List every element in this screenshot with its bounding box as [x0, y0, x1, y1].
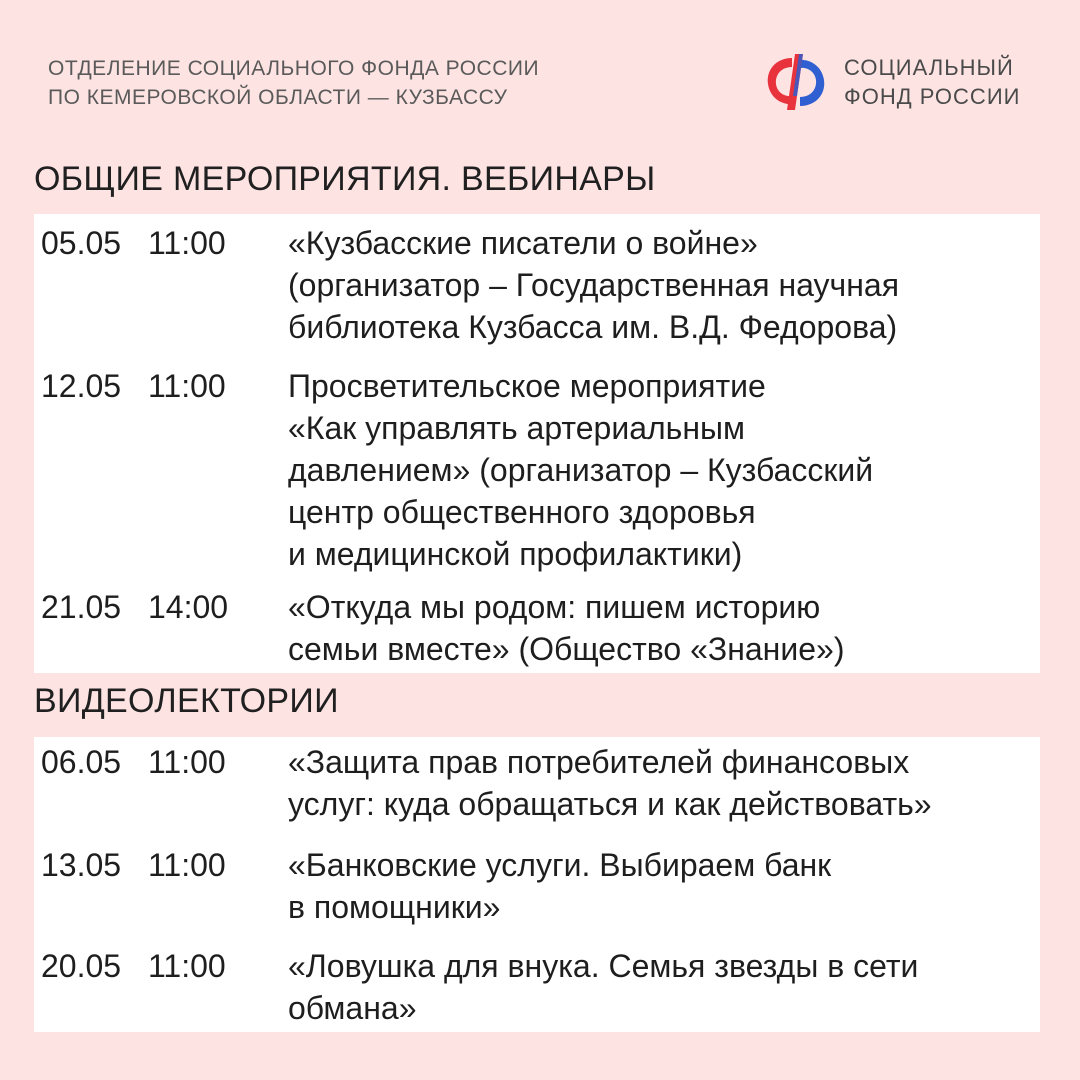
- brand-name-line-1: СОЦИАЛЬНЫЙ: [844, 55, 1014, 80]
- event-time: 11:00: [148, 948, 226, 984]
- event-description-line: и медицинской профилактики): [288, 536, 743, 572]
- brand-block: [762, 52, 1020, 112]
- event-date: 05.05: [41, 225, 122, 261]
- brand-name: [844, 53, 1020, 111]
- event-date: 06.05: [41, 744, 122, 780]
- events-card-video-lectures: [34, 737, 1040, 1032]
- event-description-line: услуг: куда обращаться и как действовать»: [288, 786, 932, 822]
- event-description: [288, 945, 1038, 1029]
- event-description-line: Просветительское мероприятие: [288, 368, 766, 404]
- organization-name: [48, 54, 539, 112]
- event-time: 11:00: [148, 744, 226, 780]
- event-time: 14:00: [148, 589, 229, 625]
- event-description: [288, 844, 1038, 928]
- brand-name-line-2: ФОНД РОССИИ: [844, 84, 1021, 109]
- event-date: 13.05: [41, 847, 122, 883]
- event-description-line: «Ловушка для внука. Семья звезды в сети: [288, 948, 919, 984]
- organization-name-line-2: ПО КЕМЕРОВСКОЙ ОБЛАСТИ — КУЗБАССУ: [48, 86, 508, 109]
- event-description-line: «Откуда мы родом: пишем историю: [288, 589, 821, 625]
- event-description-line: «Защита прав потребителей финансовых: [288, 744, 910, 780]
- event-description: [288, 222, 1038, 348]
- event-date: 21.05: [41, 589, 122, 625]
- event-description-line: центр общественного здоровья: [288, 494, 756, 530]
- event-time: 11:00: [148, 225, 226, 261]
- event-description-line: библиотека Кузбасса им. В.Д. Федорова): [288, 309, 898, 345]
- event-description-line: в помощники»: [288, 889, 501, 925]
- event-description: [288, 586, 1038, 670]
- event-date: 20.05: [41, 948, 122, 984]
- event-description-line: «Банковские услуги. Выбираем банк: [288, 847, 832, 883]
- event-date: 12.05: [41, 368, 122, 404]
- event-description-line: давлением» (организатор – Кузбасский: [288, 452, 874, 488]
- organization-name-line-1: ОТДЕЛЕНИЕ СОЦИАЛЬНОГО ФОНДА РОССИИ: [48, 57, 540, 80]
- event-time: 11:00: [148, 368, 226, 404]
- section-title-webinars: ОБЩИЕ МЕРОПРИЯТИЯ. ВЕБИНАРЫ: [34, 160, 656, 198]
- event-description: [288, 365, 1038, 575]
- event-description-line: семьи вместе» (Общество «Знание»): [288, 631, 845, 667]
- section-title-video-lectures: ВИДЕОЛЕКТОРИИ: [34, 682, 339, 720]
- event-description-line: (организатор – Государственная научная: [288, 267, 900, 303]
- event-description-line: «Кузбасские писатели о войне»: [288, 225, 758, 261]
- event-description: [288, 741, 1038, 825]
- event-description-line: обмана»: [288, 990, 417, 1026]
- sfr-logo-icon: [762, 52, 830, 112]
- event-time: 11:00: [148, 847, 226, 883]
- event-description-line: «Как управлять артериальным: [288, 410, 745, 446]
- events-card-webinars: [34, 214, 1040, 673]
